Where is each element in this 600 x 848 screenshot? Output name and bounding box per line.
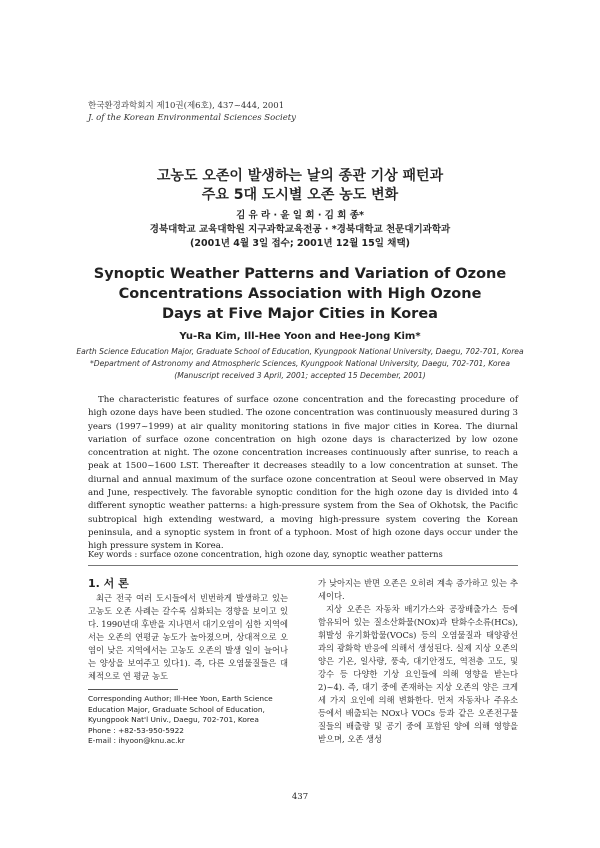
- manuscript-dates: (Manuscript received 3 April, 2001; accepted 15 December, 2001): [174, 371, 426, 380]
- english-authors: Yu-Ra Kim, Ill-Hee Yoon and Hee-Jong Kim*: [179, 331, 421, 342]
- correspondence-line3: Kyungpook Nat'l Univ., Daegu, 702-701, Korea: [88, 715, 259, 724]
- intro-paragraph-2: 지상 오존은 자동차 배기가스와 공장배출가스 등에 함유되어 있는 질소산화물(NOx)과 탄화수소류(HCs), 휘발성 유기화합물(VOCs) 등의 오염물질과 태양광선과의 광화학 반응에 의해서 생성된다. 실제 지상 오존의 양은 기온, 일사량, 풍속, 대기안정도, 역전층 고도, 및 강수 등 다양한 기상 요인들에 의해 영향을 받는다2)~4). 즉, 대기 중에 존재하는 지상 오존의 양은 크게 세 가지 요인에 의해 변화한다. 먼저 자동차나 주유소 등에서 배출되는 NOx나 VOCs 등과 같은 오존전구물질들의 배출량 및 공기 중에 포함된 양에 의해 영향을 받으며, 오존 생성: [318, 604, 518, 744]
- journal-citation: 한국환경과학회지 제10권(제6호), 437~444, 2001: [88, 101, 285, 111]
- section-heading: 1. 서 론: [88, 577, 129, 590]
- affiliation-line2: *Department of Astronomy and Atmospheric Sciences, Kyungpook National University, Daegu, 702-701, Korea: [89, 359, 510, 368]
- korean-title: [0, 167, 600, 205]
- page-number: 437: [291, 792, 309, 802]
- right-column: [318, 577, 518, 746]
- korean-received: (2001년 4월 3일 접수; 2001년 12월 15일 채택): [190, 238, 410, 249]
- korean-authors: 김 유 라 · 윤 일 희 · 김 희 종*: [236, 210, 364, 221]
- correspondence-footnote: [88, 694, 298, 747]
- english-title: [0, 264, 600, 324]
- english-title-line1: Synoptic Weather Patterns and Variation of Ozone: [93, 266, 507, 282]
- correspondence-line1: Corresponding Author; Ill-Hee Yoon, Earth Science: [88, 694, 273, 703]
- intro-paragraph-1-continued: 가 낮아지는 반면 오존은 오히려 계속 증가하고 있는 추세이다.: [318, 578, 518, 601]
- correspondence-line2: Education Major, Graduate School of Education,: [88, 704, 265, 714]
- correspondence-phone: Phone : +82-53-950-5922: [88, 725, 184, 735]
- korean-affiliation: 경북대학교 교육대학원 지구과학교육전공 · *경북대학교 천문대기과학과: [149, 224, 451, 235]
- section-divider: [88, 565, 518, 566]
- left-column: [88, 577, 288, 683]
- korean-title-line1: 고농도 오존이 발생하는 날의 종관 기상 패턴과: [156, 168, 444, 184]
- correspondence-email: E-mail : ihyoon@knu.ac.kr: [88, 736, 185, 745]
- journal-header: [88, 100, 296, 124]
- intro-paragraph-1: 최근 전국 여러 도시들에서 빈번하게 발생하고 있는 고농도 오존 사례는 갈수록 심화되는 경향을 보이고 있다. 1990년대 후반을 지나면서 대기오염이 심한 지역에서는 오존의 연평균 농도가 높아졌으며, 상대적으로 오염이 낮은 지역에서는 고농도 오존의 발생 일이 늘어나는 양상을 보여주고 있다1). 즉, 다른 오염물질들은 대체적으로 연 평균 농도: [88, 593, 288, 681]
- english-title-line2: Concentrations Association with High Ozone: [118, 286, 482, 302]
- keywords: Key words : surface ozone concentration, high ozone day, synoptic weather patterns: [88, 549, 443, 559]
- english-affiliations: [0, 346, 600, 382]
- abstract: The characteristic features of surface ozone concentration and the forecasting procedure of high ozone days have been studied. The ozone concentration was continuously measured during 3 years (1997~1999) at air quality monitoring stations in five major cities in Korea. The diurnal variation of surface ozone concentration on high ozone days is characterized by low ozone concentration at night. The ozone concentration increases continuously after sunrise, to reach a peak at 1500~1600 LST. Thereafter it decreases steadily to a low concentration at sunset. The diurnal and annual maximum of the surface ozone concentration at Seoul were observed in May and June, respectively. The favorable synoptic condition for the high ozone day is divided into 4 different synoptic weather patterns: a high-pressure system from the Sea of Okhotsk, the Pacific subtropical high extending westward, a moving high-pressure system covering the Korean peninsula, and a synoptic system in front of a typhoon. Most of high ozone days occur under the high pressure system in Korea.: [88, 395, 518, 552]
- korean-title-line2: 주요 5대 도시별 오존 농도 변화: [201, 187, 399, 203]
- affiliation-line1: Earth Science Education Major, Graduate School of Education, Kyungpook National University, Daegu, 702-701, Korea: [76, 347, 524, 356]
- footnote-rule: [88, 689, 178, 690]
- korean-authors-block: [0, 209, 600, 251]
- english-title-line3: Days at Five Major Cities in Korea: [162, 306, 438, 322]
- journal-name-en: J. of the Korean Environmental Sciences Society: [88, 113, 296, 123]
